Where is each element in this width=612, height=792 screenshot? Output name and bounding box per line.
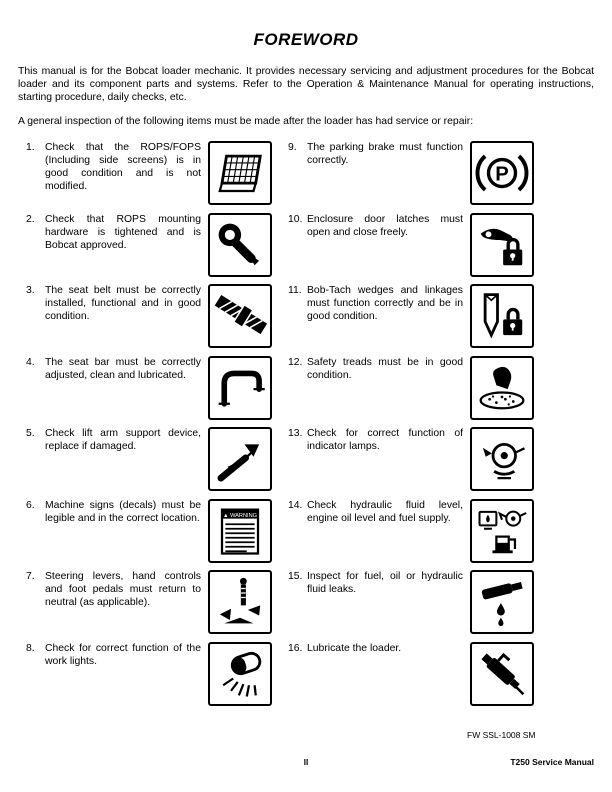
item-text: Check lift arm support device, replace if damaged. bbox=[45, 428, 201, 452]
item-text: The parking brake must function correctly. bbox=[307, 142, 463, 166]
item-text: Check hydraulic fluid level, engine oil level and fuel supply. bbox=[307, 499, 463, 524]
door-latch-lock-icon bbox=[470, 213, 534, 277]
item-number: 6. bbox=[26, 499, 35, 511]
checklist-item bbox=[26, 427, 272, 499]
item-text: Machine signs (decals) must be legible and in the correct location. bbox=[45, 499, 201, 524]
checklist-item bbox=[288, 141, 534, 213]
item-number: 11. bbox=[288, 285, 302, 296]
item-text: Check that the ROPS/FOPS (Including side screens) is in good condition and is not modified. bbox=[45, 142, 201, 192]
checklist-item bbox=[26, 213, 272, 285]
checklist-item bbox=[288, 427, 534, 499]
item-number: 2. bbox=[26, 213, 35, 225]
item-number: 3. bbox=[26, 285, 35, 296]
indicator-lamp-icon bbox=[470, 427, 534, 491]
item-text: Safety treads must be in good condition. bbox=[307, 356, 463, 381]
fluid-leak-icon bbox=[470, 570, 534, 634]
rops-screen-icon bbox=[208, 141, 272, 205]
item-text: The seat bar must be correctly adjusted, clean and lubricated. bbox=[45, 356, 201, 381]
checklist-item bbox=[288, 284, 534, 356]
item-text: Steering levers, hand controls and foot pedals must return to neutral (as applicable). bbox=[45, 571, 201, 608]
item-number: 12. bbox=[288, 356, 303, 368]
footer-manual-title: T250 Service Manual bbox=[510, 757, 594, 767]
item-number: 13. bbox=[288, 428, 303, 439]
item-text: Check for correct function of the work lights. bbox=[45, 642, 201, 667]
item-number: 4. bbox=[26, 356, 35, 368]
checklist-column-right bbox=[288, 141, 534, 713]
checklist bbox=[26, 141, 534, 713]
checklist-item bbox=[26, 284, 272, 356]
item-number: 1. bbox=[26, 142, 35, 153]
checklist-item bbox=[288, 499, 534, 571]
parking-brake-icon bbox=[470, 141, 534, 205]
item-number: 7. bbox=[26, 571, 35, 582]
bobtach-wedge-lock-icon bbox=[470, 284, 534, 348]
seat-belt-icon bbox=[208, 284, 272, 348]
lift-arm-support-icon bbox=[208, 427, 272, 491]
wrench-bolt-icon bbox=[208, 213, 272, 277]
item-text: The seat belt must be correctly installed, functional and in good condition. bbox=[45, 285, 201, 322]
item-text: Lubricate the loader. bbox=[307, 642, 402, 654]
svg-text:P: P bbox=[495, 163, 509, 186]
work-lights-icon bbox=[208, 642, 272, 706]
intro-paragraph: This manual is for the Bobcat loader mechanic. It provides necessary servicing and adjustment procedures for the Bobcat loader and its component parts and systems. Refer to the Operation & Maintenance Manual for operating instructions, starting procedure, daily checks, etc. bbox=[18, 66, 594, 103]
item-number: 15. bbox=[288, 571, 303, 582]
checklist-column-left bbox=[26, 141, 272, 713]
grease-gun-icon bbox=[470, 642, 534, 706]
checklist-item bbox=[288, 356, 534, 428]
checklist-item bbox=[26, 141, 272, 213]
checklist-item bbox=[26, 570, 272, 642]
item-number: 16. bbox=[288, 642, 303, 654]
item-text: Enclosure door latches must open and close freely. bbox=[307, 213, 463, 238]
item-text: Check that ROPS mounting hardware is tightened and is Bobcat approved. bbox=[45, 213, 201, 251]
svg-text:▲ WARNING: ▲ WARNING bbox=[222, 512, 258, 519]
page-title: FOREWORD bbox=[253, 30, 359, 49]
item-text: Inspect for fuel, oil or hydraulic fluid leaks. bbox=[307, 571, 463, 595]
item-text: Bob-Tach wedges and linkages must function correctly and be in good condition. bbox=[307, 285, 463, 322]
item-number: 8. bbox=[26, 642, 35, 654]
inspection-lead: A general inspection of the following items must be made after the loader has had service or repair: bbox=[18, 116, 474, 127]
seat-bar-icon bbox=[208, 356, 272, 420]
safety-treads-icon bbox=[470, 356, 534, 420]
item-number: 9. bbox=[288, 142, 297, 153]
item-number: 10. bbox=[288, 213, 303, 225]
fluid-levels-icon bbox=[470, 499, 534, 563]
checklist-item bbox=[288, 213, 534, 285]
item-number: 5. bbox=[26, 428, 35, 439]
checklist-item bbox=[288, 642, 534, 714]
figure-code: FW SSL-1008 SM bbox=[467, 730, 536, 740]
controls-pedals-icon bbox=[208, 570, 272, 634]
checklist-item bbox=[26, 499, 272, 571]
item-number: 14. bbox=[288, 499, 303, 511]
footer-page-number: II bbox=[303, 758, 309, 767]
item-text: Check for correct function of indicator lamps. bbox=[307, 428, 463, 452]
checklist-item bbox=[26, 642, 272, 714]
checklist-item bbox=[26, 356, 272, 428]
warning-decal-icon bbox=[208, 499, 272, 563]
checklist-item bbox=[288, 570, 534, 642]
